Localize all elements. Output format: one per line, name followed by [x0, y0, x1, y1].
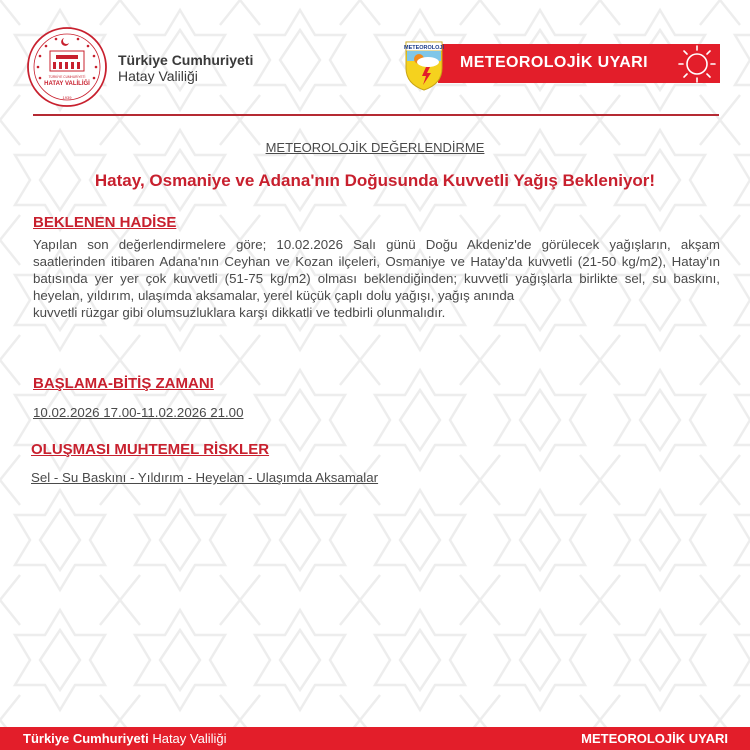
meteorology-shield-icon	[404, 40, 444, 92]
expected-event-body-last: kuvvetli rüzgar gibi olumsuzluklara karşı dikkatli ve tedbirli olunmalıdır.	[33, 305, 446, 320]
footer-org	[23, 731, 227, 746]
org-name-line2: Hatay Valiliği	[118, 68, 198, 84]
seal-top-text: TÜRKİYE CUMHURİYETİ	[48, 75, 86, 79]
org-name	[118, 52, 253, 85]
seal-main-text: HATAY VALİLİĞİ	[44, 81, 90, 87]
footer-org-bold: Türkiye Cumhuriyeti	[23, 731, 149, 746]
footer-warning: METEOROLOJİK UYARI	[581, 731, 728, 746]
seal-year: 1939	[62, 95, 72, 100]
warning-title: METEOROLOJİK UYARI	[460, 54, 648, 71]
start-end-time-value: 10.02.2026 17.00-11.02.2026 21.00	[33, 405, 244, 420]
warning-banner	[438, 44, 720, 83]
evaluation-title: METEOROLOJİK DEĞERLENDİRME	[265, 140, 485, 155]
sun-icon	[676, 44, 718, 84]
government-seal-icon	[26, 26, 108, 108]
section-title-start-end-time: BAŞLAMA-BİTİŞ ZAMANI	[33, 375, 214, 392]
possible-risks-value: Sel - Su Baskını - Yıldırım - Heyelan - Ulaşımda Aksamalar	[31, 470, 379, 485]
section-title-possible-risks: OLUŞMASI MUHTEMEL RİSKLER	[31, 441, 270, 458]
footer-bar	[0, 727, 750, 750]
shield-label: METEOROLOJİ	[404, 45, 444, 51]
expected-event-body: Yapılan son değerlendirmelere göre; 10.02.2026 Salı günü Doğu Akdeniz'de görülecek yağışların, akşam saatlerinden itibaren Adana'nın Ceyhan ve Kozan ilçeleri, Osmaniye ve Hatay'da kuvvetli (21-50 kg/m2), Hatay'ın batısında yer yer çok kuvvetli (51-75 kg/m2) olması beklendiğinden; kuvvetli yağışlarla birlikte sel, su baskını, heyelan, yıldırım, ulaşımda aksamalar, yerel küçük çaplı dolu yağışı, yağış anında	[33, 237, 720, 303]
expected-event-text	[33, 236, 720, 321]
section-title-expected-event: BEKLENEN HADİSE	[33, 214, 177, 231]
headline: Hatay, Osmaniye ve Adana'nın Doğusunda Kuvvetli Yağış Bekleniyor!	[94, 171, 656, 190]
footer-org-regular: Hatay Valiliği	[152, 731, 227, 746]
org-name-line1: Türkiye Cumhuriyeti	[118, 52, 254, 68]
header-divider	[33, 114, 719, 116]
